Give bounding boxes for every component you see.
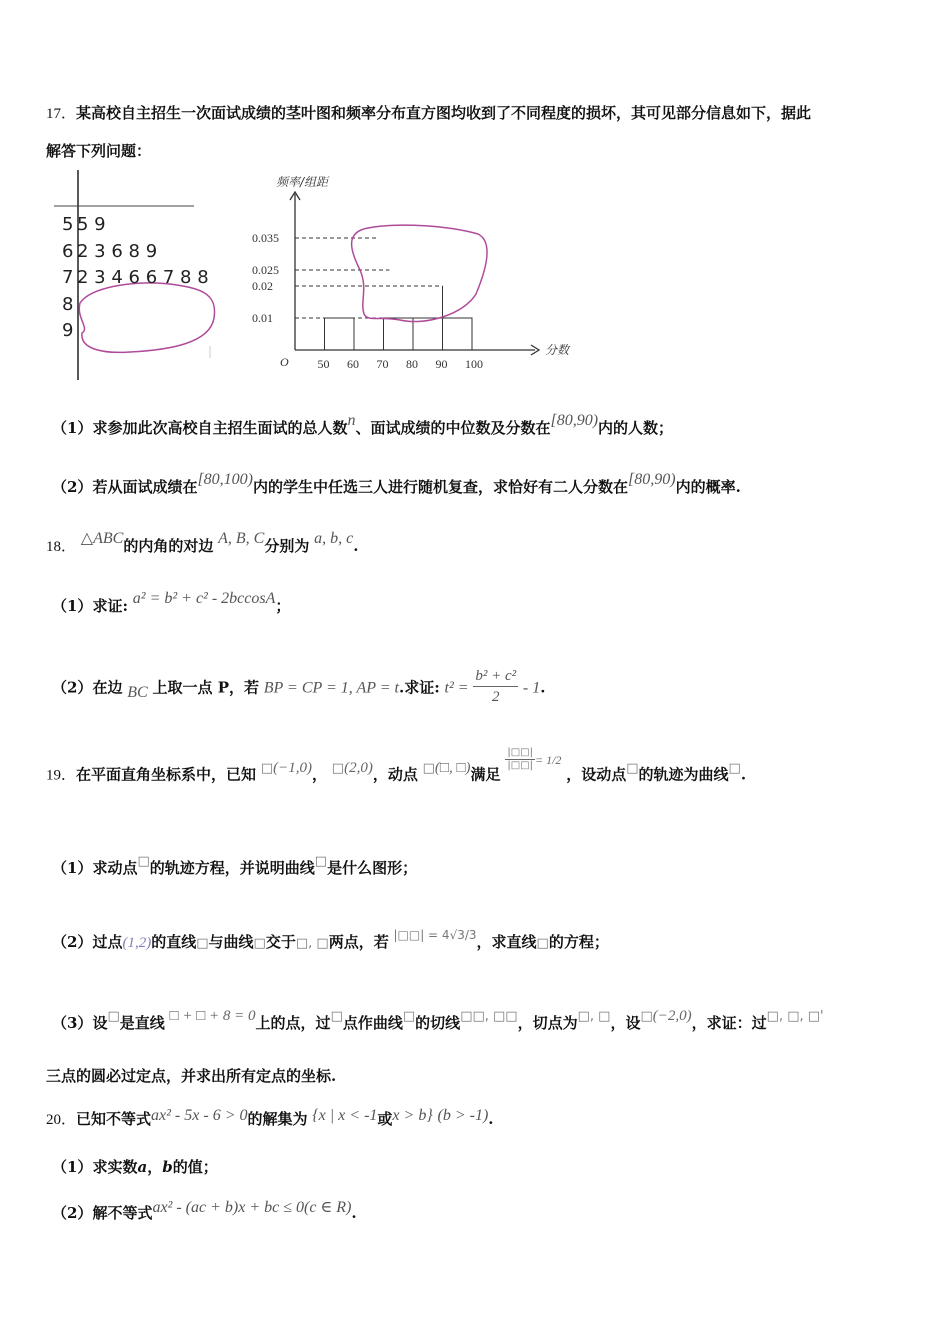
- q19-part3-t2: 是直线: [119, 1014, 165, 1032]
- q19-part3: （3）设□是直线 □ + □ + 8 = 0上的点，过□点作曲线□的切线□□, □□，切点为□, □，设□(−2,0)，求证：过□, □, □': [52, 1008, 824, 1032]
- q18-sides: a, b, c: [314, 530, 354, 547]
- q18-part1-formula: a² = b² + c² - 2bccosA: [132, 590, 276, 607]
- q18-part1: [52, 590, 291, 617]
- leaves: 2 3 4 6 6 7 8 8: [77, 267, 209, 288]
- q20-part1-t2: 的值；: [172, 1158, 218, 1176]
- q20-part2: [52, 1199, 357, 1224]
- q18-part1-t2: ；: [275, 597, 291, 615]
- x-tick-label: 100: [465, 357, 483, 371]
- q18-triangle: △ABC: [80, 530, 124, 547]
- q19-part2-t3: 与曲线: [208, 933, 254, 951]
- q17-part2-interval1: [80,100): [197, 471, 254, 488]
- damage-blob-histogram: [352, 225, 487, 321]
- q20-part1: [52, 1157, 218, 1177]
- q19-part2-t1: 过点: [92, 933, 123, 951]
- q17-part2-t2: 内的学生中任选三人进行随机复查，求恰好有二人分数在: [253, 478, 629, 496]
- y-axis-label: 频率/组距: [276, 175, 329, 189]
- stem-leaf-row: [62, 292, 209, 319]
- q18-part2-formula-rhs: - 1: [522, 679, 541, 697]
- stem: 6: [62, 240, 74, 262]
- q17-part1-t3: 内的人数；: [598, 419, 674, 437]
- q20-line: [46, 1109, 494, 1130]
- q19-part2-t6: ，求直线: [476, 933, 537, 951]
- q20-part1-label: （1）: [52, 1158, 93, 1176]
- x-tick-label: 90: [435, 357, 448, 371]
- q19-number: 19．: [46, 767, 77, 784]
- q19-t1: 在平面直角坐标系中，已知: [76, 765, 257, 784]
- frequency-histogram: [250, 170, 590, 380]
- q19-part3-t5: 的切线: [415, 1014, 461, 1032]
- stem-leaf-row: [62, 239, 209, 266]
- x-tick-label: 80: [406, 357, 418, 371]
- q19-part2-label: （2）: [52, 933, 93, 951]
- q19-t5: ，设动点: [566, 765, 627, 784]
- q19-t4: 满足: [470, 765, 501, 784]
- stem-leaf-rows: [62, 212, 209, 345]
- q19-part1: （1）求动点□的轨迹方程，并说明曲线□是什么图形；: [52, 854, 418, 877]
- q20-number: 20．: [46, 1112, 77, 1128]
- q20-t3: 或: [377, 1110, 393, 1128]
- q18-line: [46, 530, 359, 557]
- q18-part2: [52, 668, 545, 709]
- origin-label: O: [280, 355, 289, 369]
- x-tick-label: 70: [376, 357, 389, 371]
- q19-part2-t2: 的直线: [151, 933, 197, 951]
- q17-line1: [46, 103, 811, 124]
- stem-leaf-row: [62, 318, 209, 345]
- q19-part1-t3: 是什么图形；: [327, 859, 418, 877]
- q19-part3-label: （3）: [52, 1014, 93, 1032]
- q19-point-b: (2,0): [344, 759, 373, 776]
- q17-number: 17．: [46, 106, 77, 122]
- y-tick-label: 0.01: [252, 311, 273, 325]
- q20-part1-t1: 求实数: [92, 1158, 138, 1176]
- leaves: 2 3 6 8 9: [77, 240, 158, 262]
- stem: 8: [62, 293, 74, 315]
- q18-part2-t4: .: [540, 678, 546, 697]
- q17-line2: 解答下列问题：: [46, 142, 152, 160]
- q18-part1-t1: 求证:: [92, 597, 128, 615]
- q19-part3-t1: 设: [92, 1014, 108, 1032]
- q19-part2-t5: 两点，若: [328, 933, 389, 951]
- q19-part1-t2: 的轨迹方程，并说明曲线: [149, 859, 315, 877]
- q18-part2-bc: BC: [127, 683, 148, 701]
- x-tick-label: 50: [317, 357, 330, 371]
- q20-t2: 的解集为: [247, 1110, 308, 1128]
- x-tick-label: 60: [347, 357, 359, 371]
- q17-text-line1: 某高校自主招生一次面试成绩的茎叶图和频率分布直方图均收到了不同程度的损坏，其可见部分信息如下，据此: [76, 104, 812, 122]
- q19-ratio-den: |□□|: [507, 760, 533, 771]
- q17-part1-interval: [80,90): [550, 412, 599, 429]
- q17-part2: [52, 471, 741, 498]
- q19-t3: ，动点: [372, 765, 418, 784]
- q18-part2-t2: 上取一点 P，若: [152, 678, 259, 697]
- x-axis-label: 分数: [545, 343, 570, 357]
- q17-part2-label: （2）: [52, 478, 93, 496]
- stem: 5: [62, 214, 74, 235]
- q19-ratio-value: = 1/2: [534, 752, 562, 767]
- q19-part2-t7: 的方程；: [548, 933, 609, 951]
- q20-set-part1: {x | x < -1: [312, 1107, 378, 1124]
- stem-leaf-row: [62, 212, 209, 239]
- q20-part1-a: a: [137, 1158, 148, 1176]
- q19-part3-line2: 三点的圆必过定点，并求出所有定点的坐标.: [46, 1067, 337, 1085]
- q19-part1-t1: 求动点: [92, 859, 138, 877]
- stem: 9: [62, 320, 74, 341]
- q20-t1: 已知不等式: [76, 1110, 152, 1128]
- q19-ratio: [505, 747, 535, 772]
- y-tick-label: 0.02: [252, 279, 273, 293]
- q19-part3-t7: ，设: [610, 1014, 641, 1032]
- q19-part3-t4: 点作曲线: [342, 1014, 403, 1032]
- q18-number: 18．: [46, 539, 77, 555]
- q20-part2-t2: .: [351, 1204, 357, 1222]
- q17-part1: [52, 412, 674, 439]
- q20-set-part2: x > b}: [392, 1107, 433, 1124]
- q19-part3-line-eq: □ + □ + 8 = 0: [169, 1008, 256, 1024]
- q19-part2-t4: 交于: [265, 933, 296, 951]
- y-tick-label: 0.025: [252, 263, 279, 277]
- histogram-bar: [413, 318, 443, 350]
- q19-point-a: (−1,0): [273, 759, 312, 776]
- q18-part2-label: （2）: [52, 678, 93, 697]
- q19-part2-chord: |□□| = 4√3/3: [393, 928, 477, 942]
- q19-part2-point: (1,2): [122, 935, 152, 951]
- q19-t2: ，: [311, 765, 327, 784]
- y-tick-label: 0.035: [252, 231, 279, 245]
- q18-t1: 的内角的对边: [123, 537, 214, 555]
- q17-part1-t1: 求参加此次高校自主招生面试的总人数: [92, 419, 348, 437]
- q19-ratio-num: |□□|: [507, 747, 533, 758]
- q18-part2-condition: BP = CP = 1, AP = t: [263, 679, 399, 697]
- histogram-bar: [384, 318, 414, 350]
- leaves: 5 9: [77, 214, 106, 235]
- q20-part1-b: b: [162, 1158, 173, 1176]
- q19-part3-t3: 上的点，过: [255, 1014, 331, 1032]
- q17-part1-t2: 、面试成绩的中位数及分数在: [355, 419, 551, 437]
- q19-point-p: (□, □): [434, 759, 471, 776]
- q20-part2-inequality: ax² - (ac + b)x + bc ≤ 0(c ∈ R): [152, 1199, 352, 1216]
- stem: 7: [62, 267, 74, 288]
- q18-part2-t3: .求证:: [398, 678, 440, 697]
- q18-part2-fraction: [473, 666, 518, 707]
- q19-t7: .: [740, 765, 747, 784]
- histogram-bar: [443, 318, 473, 350]
- q19-line: 19．在平面直角坐标系中，已知 □(−1,0)， □(2,0)，动点 □(□, □)满足 $\frac{|□□|}{|□□|}$ $^{= 1/2}$ ，设动点□的轨迹为曲线□.: [46, 747, 747, 784]
- q18-t3: .: [353, 537, 359, 555]
- q19-part2: （2）过点(1,2)的直线□与曲线□交于□, □两点，若 $^{|□□| = 4√3/3}$，求直线□的方程；: [52, 928, 609, 951]
- q20-part2-label: （2）: [52, 1204, 93, 1222]
- q17-part1-n: n: [347, 412, 356, 429]
- q19-part3-point: (−2,0): [652, 1008, 692, 1024]
- q20-inequality: ax² - 5x - 6 > 0: [151, 1107, 248, 1124]
- q19-part3-t6: ，切点为: [517, 1014, 578, 1032]
- q18-t2: 分别为: [264, 537, 310, 555]
- q18-part1-label: （1）: [52, 597, 93, 615]
- q18-part2-t1: 在边: [92, 678, 123, 697]
- q18-part2-formula-lhs: t² =: [444, 679, 469, 697]
- histogram-bar: [325, 318, 355, 350]
- q20-part1-sep: ，: [147, 1158, 163, 1176]
- q18-part2-fraction-num: b² + c²: [473, 666, 518, 687]
- q19-part1-label: （1）: [52, 859, 93, 877]
- q19-part3-t8: ，求证：过: [691, 1014, 767, 1032]
- q17-part1-label: （1）: [52, 419, 93, 437]
- q18-angles: A, B, C: [218, 530, 265, 547]
- q19-t6: 的轨迹为曲线: [638, 765, 729, 784]
- q17-part2-t3: 内的概率.: [675, 478, 741, 496]
- q17-part2-interval2: [80,90): [628, 471, 676, 488]
- q20-t4: .: [488, 1110, 494, 1128]
- stem-leaf-row: [62, 265, 209, 292]
- q17-part2-t1: 若从面试成绩在: [92, 478, 198, 496]
- q20-part2-t1: 解不等式: [92, 1204, 153, 1222]
- q18-part2-fraction-den: 2: [492, 689, 500, 705]
- q20-condition: (b > -1): [437, 1107, 489, 1124]
